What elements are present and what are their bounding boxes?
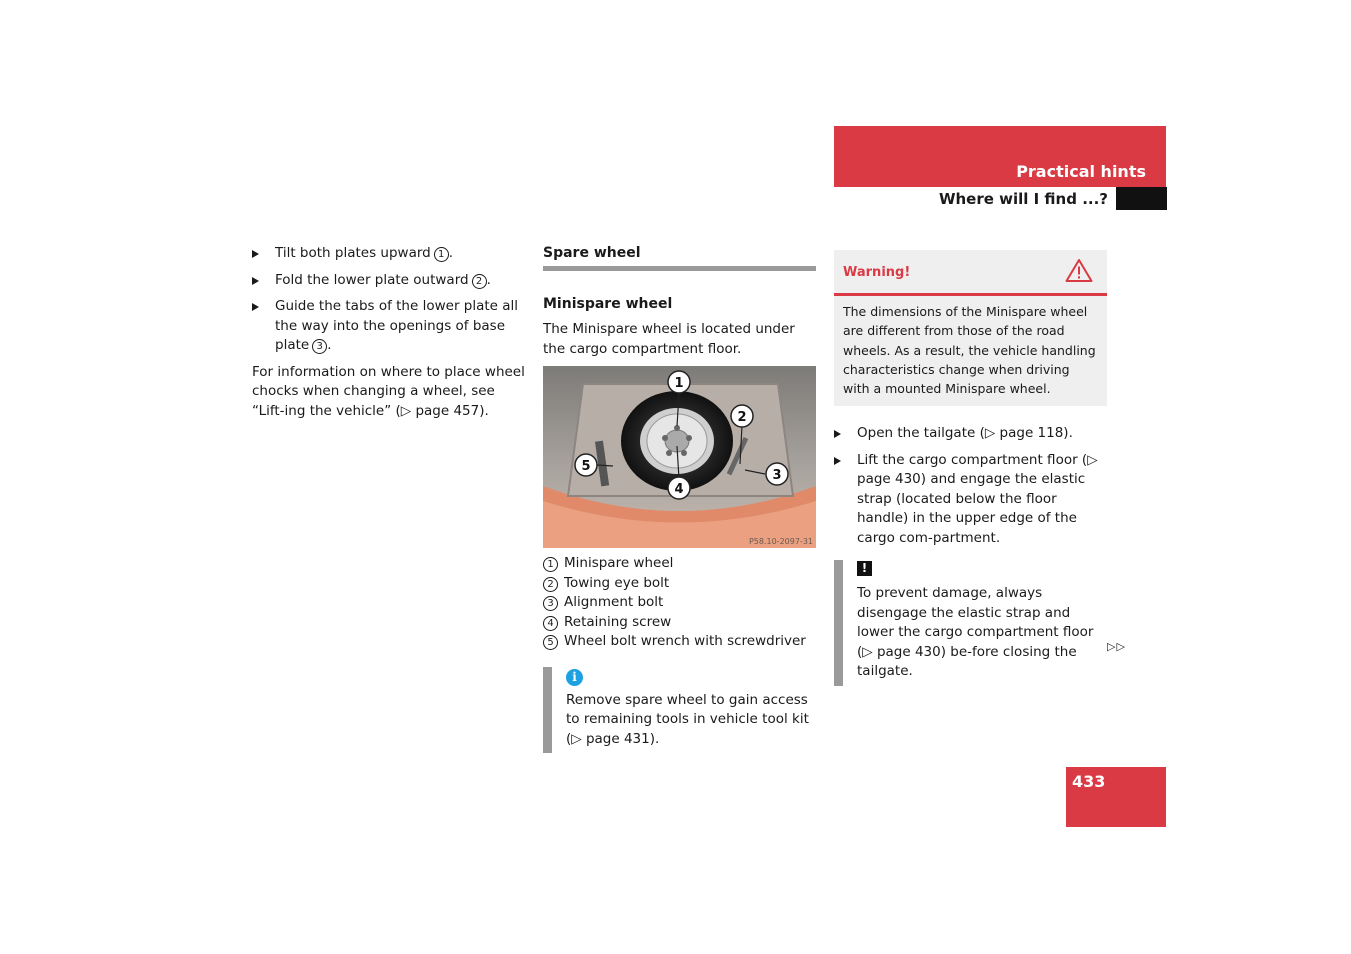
legend-item: 3 Alignment bolt	[543, 593, 816, 613]
left-column	[252, 244, 527, 421]
callout-3: 3	[772, 468, 782, 483]
bullet-arrow-icon	[252, 303, 259, 311]
step-list	[834, 424, 1107, 548]
bullet-item: Lift the cargo compartment floor (▷ page 430) and engage the elastic strap (located below the floor handle) in the upper edge of the cargo com-partment.	[834, 451, 1107, 549]
callout-5: 5	[581, 459, 591, 474]
damage-note-box	[834, 560, 1107, 686]
exclamation-icon: !	[857, 561, 872, 576]
bullet-item: Tilt both plates upward 1 .	[252, 244, 527, 264]
callout-1: 1	[674, 376, 684, 391]
info-text: Remove spare wheel to gain access to remaining tools in vehicle tool kit (▷ page 431).	[566, 691, 809, 747]
callout-4: 4	[674, 482, 684, 497]
spare-wheel-photo	[543, 366, 816, 548]
header-banner	[834, 126, 1166, 187]
continued-marker: ▷▷	[1107, 640, 1126, 653]
chapter-title: Practical hints	[1016, 162, 1146, 181]
callout-legend	[543, 554, 816, 652]
legend-item: 4 Retaining screw	[543, 613, 816, 633]
sub-heading: Minispare wheel	[543, 295, 673, 312]
photo-code: P58.10-2097-31	[748, 537, 813, 546]
bullet-arrow-icon	[834, 457, 841, 465]
wheel-chock-paragraph: For information on where to place wheel chocks when changing a wheel, see “Lift-ing the vehicle” (▷ page 457).	[252, 363, 525, 419]
header-tab-marker	[1116, 187, 1167, 210]
info-icon: i	[566, 669, 583, 686]
intro-text: The Minispare wheel is located under the cargo compartment floor.	[543, 321, 795, 357]
warning-title: Warning!	[843, 265, 911, 280]
callout-number: 1	[434, 247, 449, 262]
section-heading: Spare wheel	[543, 244, 816, 271]
warning-box	[834, 250, 1107, 406]
warning-triangle-icon	[1065, 258, 1093, 290]
bullet-item: Open the tailgate (▷ page 118).	[834, 424, 1107, 444]
right-column	[834, 250, 1107, 686]
bullet-item: Guide the tabs of the lower plate all the way into the openings of base plate 3 .	[252, 297, 527, 356]
legend-item: 5 Wheel bolt wrench with screwdriver	[543, 632, 816, 652]
warning-header	[834, 250, 1107, 296]
middle-column	[543, 244, 816, 753]
legend-item: 2 Towing eye bolt	[543, 574, 816, 594]
info-box	[543, 667, 816, 754]
bullet-item: Fold the lower plate outward 2 .	[252, 271, 527, 291]
page-number: 433	[1072, 772, 1106, 791]
bullet-arrow-icon	[834, 430, 841, 438]
note-text: To prevent damage, always disengage the elastic strap and lower the cargo compartment floor (▷ page 430) be-fore closing the tailgate.	[857, 585, 1094, 680]
callout-2: 2	[737, 410, 747, 425]
bullet-arrow-icon	[252, 250, 259, 258]
callout-number: 2	[472, 274, 487, 289]
legend-item: 1 Minispare wheel	[543, 554, 816, 574]
warning-text: The dimensions of the Minispare wheel are different from those of the road wheels. As a result, the vehicle handling characteristics change when driving with a mounted Minispare wheel.	[843, 304, 1096, 397]
section-title: Where will I find ...?	[938, 190, 1108, 208]
bullet-arrow-icon	[252, 277, 259, 285]
callout-number: 3	[312, 339, 327, 354]
spare-wheel-illustration	[543, 366, 816, 548]
